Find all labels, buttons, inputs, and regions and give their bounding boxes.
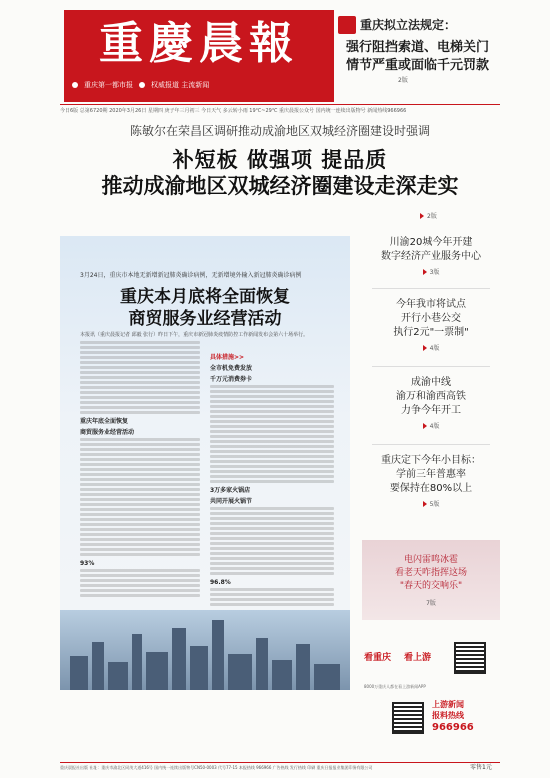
city-skyline-image xyxy=(60,610,350,690)
bullet-icon xyxy=(139,82,145,88)
article-headline: 商贸服务业经营活动 xyxy=(128,309,282,329)
arrow-right-icon xyxy=(420,213,424,219)
article-figure: 96.8% xyxy=(210,579,231,586)
page-number: 7版 xyxy=(426,600,436,607)
page-number: 5版 xyxy=(429,501,440,508)
lead-headline[interactable]: 推动成渝地区双城经济圈建设走深走实 xyxy=(101,174,459,198)
article-subhead: 全市机免费发放 xyxy=(210,365,253,372)
article-headline: 重庆本月底将全面恢复 xyxy=(120,287,290,307)
app-promo-text: 8000万重庆人都在看上游新闻APP xyxy=(364,684,426,689)
dateline: 今日6版 总第6720期 2020年3月26日 星期四 庚子年三月初三 今日天气 多云转小雨 19℃~29℃ 重庆晨报公众号 国内统一连续出版物号 新闻热线966966 xyxy=(60,104,500,114)
lead-kicker: 陈敏尔在荣昌区调研推动成渝地区双城经济圈建设时强调 xyxy=(129,124,430,138)
bullet-icon xyxy=(72,82,78,88)
price: 零售1元 xyxy=(470,764,492,771)
main-article[interactable] xyxy=(60,236,350,690)
promo-title: 看老天咋指挥这场 xyxy=(394,568,467,578)
masthead-tagline xyxy=(72,80,326,90)
arrow-right-icon xyxy=(423,501,427,507)
story-title: 重庆定下今年小目标： xyxy=(381,455,481,466)
sidebar-story[interactable] xyxy=(362,454,500,508)
top-story[interactable] xyxy=(338,14,498,90)
article-kicker: 3月24日，重庆市本地无新增新冠肺炎确诊病例，无新增境外输入新冠肺炎确诊病例 xyxy=(80,272,302,279)
story-title: 力争今年开工 xyxy=(401,405,461,416)
promo-title: "春天的交响乐" xyxy=(399,581,463,591)
story-title: 学前三年普惠率 xyxy=(396,469,466,480)
arrow-right-icon xyxy=(423,269,427,275)
story-title: 执行2元"一票制" xyxy=(393,327,469,338)
hotline-label: 报料热线 xyxy=(432,711,464,720)
top-story-kicker: 重庆拟立法规定： xyxy=(360,18,457,32)
hotline-label: 上游新闻 xyxy=(432,700,464,709)
weather-promo[interactable] xyxy=(362,540,500,620)
article-figure: 93% xyxy=(80,560,95,567)
page-number: 4版 xyxy=(429,423,440,430)
story-title: 川渝20城今年开建 xyxy=(389,237,473,248)
tagline-item: 权威报道 主流新闻 xyxy=(151,81,210,89)
article-subhead: 商贸服务业经营活动 xyxy=(80,429,135,436)
article-subhead: 共同开展火锅节 xyxy=(210,498,253,505)
page-number: 3版 xyxy=(429,269,440,276)
arrow-right-icon xyxy=(423,423,427,429)
top-story-headline: 情节严重或面临千元罚款 xyxy=(346,58,490,73)
qr-section xyxy=(362,636,500,756)
story-title: 渝万和渝西高铁 xyxy=(396,391,466,402)
article-column-right xyxy=(210,350,334,608)
tagline-item: 重庆第一都市报 xyxy=(84,81,133,89)
story-title: 今年我市将试点 xyxy=(396,299,466,310)
qr-code-icon[interactable] xyxy=(454,642,486,674)
story-title: 成渝中线 xyxy=(411,377,451,388)
arrow-right-icon xyxy=(423,345,427,351)
article-subhead: 千万元消费券卡 xyxy=(210,376,253,383)
article-subhead: 具体措施>> xyxy=(210,354,245,361)
qr-label: 看重庆 xyxy=(364,653,392,663)
story-title: 开行小巷公交 xyxy=(401,313,461,324)
story-title: 要保持在80%以上 xyxy=(389,483,473,494)
lead-page-tag xyxy=(420,211,437,220)
promo-title: 电闪雷鸣冰雹 xyxy=(403,555,458,565)
qr-label: 看上游 xyxy=(404,653,432,663)
sidebar-story[interactable] xyxy=(362,376,500,430)
sidebar-story[interactable] xyxy=(362,236,500,276)
article-subhead: 3万多家火锅店 xyxy=(210,487,251,494)
top-story-page: 2版 xyxy=(398,77,408,84)
article-intro: 本报讯（重庆晨报记者 邱毅 张行）昨日下午，重庆市新冠肺炎疫情防控工作新闻发布会第六十场举行。 xyxy=(80,332,309,338)
article-subhead: 重庆年底全面恢复 xyxy=(80,418,129,425)
page-number: 4版 xyxy=(429,345,440,352)
sidebar-story[interactable] xyxy=(362,298,500,352)
masthead-title: 重慶晨報 xyxy=(99,18,299,69)
qr-code-icon[interactable] xyxy=(392,702,424,734)
footer-info: 重庆晨报社出版 社址：重庆市渝北区同茂大道416号 国内统一连续出版物号CN50-0003 代号77-15 本报热线 966966 广告热线 发行热线 印刷 重庆日报报业集团印务有限公司 xyxy=(60,762,500,775)
masthead xyxy=(64,10,334,102)
lead-headline[interactable]: 补短板 做强项 提品质 xyxy=(172,148,388,172)
story-title: 数字经济产业服务中心 xyxy=(381,251,481,262)
page-number: 2版 xyxy=(427,213,437,220)
story-marker-icon xyxy=(338,16,356,34)
top-story-headline: 强行阻挡索道、电梯关门 xyxy=(346,40,490,55)
hotline-number: 966966 xyxy=(432,722,474,733)
